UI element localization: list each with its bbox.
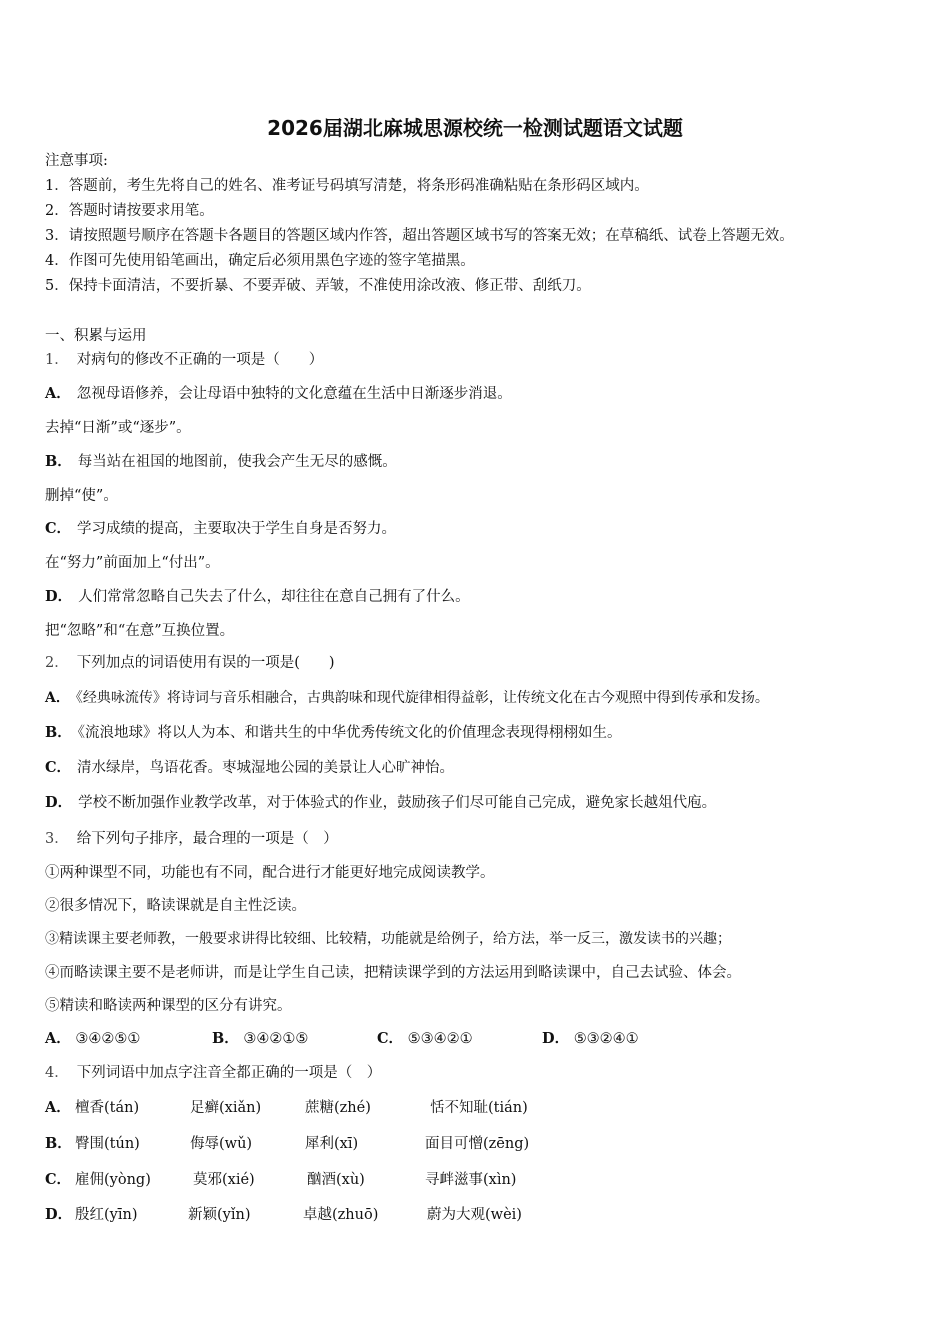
word: 侮辱(wǔ) bbox=[190, 1136, 253, 1152]
question-number: 2． bbox=[45, 655, 69, 671]
option-fix: 在“努力”前面加上“付出”。 bbox=[45, 555, 220, 571]
sentence: ③精读课主要老师教，一般要求讲得比较细、比较精，功能就是给例子，给方法，举一反三，激发读书的兴趣； bbox=[45, 931, 731, 947]
word: 面目可憎(zēng) bbox=[425, 1136, 530, 1152]
question-3-stem: 3． 给下列句子排序，最合理的一项是（ ） bbox=[45, 831, 338, 847]
word: 蔚为大观(wèi) bbox=[427, 1207, 522, 1223]
sentence: ④而略读课主要不是老师讲，而是让学生自己读，把精读课学到的方法运用到略读课中，自己去试验、体会。 bbox=[45, 965, 741, 981]
option-b: B． 每当站在祖国的地图前，使我会产生无尽的感慨。 bbox=[45, 453, 397, 470]
question-2-stem: 2． 下列加点的词语使用有误的一项是( ) bbox=[45, 655, 335, 671]
notice-item: 4．作图可先使用铅笔画出，确定后必须用黑色字迹的签字笔描黑。 bbox=[45, 253, 475, 269]
word: 蔗糖(zhé) bbox=[305, 1100, 371, 1116]
choice-c: C． ⑤③④②① bbox=[377, 1030, 473, 1047]
option-fix: 删掉“使”。 bbox=[45, 488, 118, 504]
word: 莫邪(xié) bbox=[193, 1172, 255, 1188]
choice-b: B． ③④②①⑤ bbox=[212, 1030, 309, 1047]
option-a: A． 《经典咏流传》将诗词与音乐相融合，古典韵味和现代旋律相得益彰，让传统文化在古今观照中得到传承和发扬。 bbox=[45, 690, 769, 706]
question-number: 4． bbox=[45, 1065, 69, 1081]
option-b: B． 《流浪地球》将以人为本、和谐共生的中华优秀传统文化的价值理念表现得栩栩如生。 bbox=[45, 724, 622, 741]
word: 殷红(yīn) bbox=[75, 1207, 138, 1223]
option-fix: 把“忽略”和“在意”互换位置。 bbox=[45, 623, 235, 639]
sentence: ②很多情况下，略读课就是自主性泛读。 bbox=[45, 898, 306, 914]
question-number: 3． bbox=[45, 831, 69, 847]
notice-heading: 注意事项: bbox=[45, 153, 108, 169]
page-title: 2026届湖北麻城思源校统一检测试题语文试题 bbox=[267, 116, 683, 140]
option-d: D． 人们常常忽略自己失去了什么，却往往在意自己拥有了什么。 bbox=[45, 588, 470, 605]
option-c: C． 学习成绩的提高，主要取决于学生自身是否努力。 bbox=[45, 520, 397, 537]
question-4-stem: 4． 下列词语中加点字注音全都正确的一项是（ ） bbox=[45, 1065, 382, 1081]
sentence: ⑤精读和略读两种课型的区分有讲究。 bbox=[45, 998, 292, 1014]
word: 臀围(tún) bbox=[75, 1136, 140, 1152]
question-1-stem: 1． 对病句的修改不正确的一项是（ ） bbox=[45, 352, 324, 368]
word: 恬不知耻(tián) bbox=[430, 1100, 528, 1116]
word: 卓越(zhuō) bbox=[303, 1207, 379, 1223]
sentence: ①两种课型不同，功能也有不同，配合进行才能更好地完成阅读教学。 bbox=[45, 865, 495, 881]
option-d: D． 学校不断加强作业教学改革，对于体验式的作业，鼓励孩子们尽可能自己完成，避免家长越俎代庖。 bbox=[45, 794, 717, 811]
document-page: 2026届湖北麻城思源校统一检测试题语文试题 注意事项: 1．答题前，考生先将自己的姓名、准考证号码填写清楚，将条形码准确粘贴在条形码区域内。 2．答题时请按要求用笔。 3．请按照题号顺序在答题卡各题目的答题区域内作答，超出答题区域书写的答案无效；在草稿纸、试卷上答题无效。 4．作图可先使用铅笔画出，确定后必须用黑色字迹的签字笔描黑。 5．保持卡面清洁，不要折暴、不要弄破、弄皱，不准使用涂改液、修正带、刮纸刀。 一、积累与运用 1． 对病句的修改不正确的一项是（ ） A． 忽视母语修养，会让母语中独特的文化意蕴在生活中日渐逐步消退。 去掉“日渐”或“逐步”。 B． 每当站在祖国的地图前，使我会产生无尽的感慨。 删掉“使”。 C． 学习成绩的提高，主要取决于学生自身是否努力。 在“努力”前面加上“付出”。 D． 人们常常忽略自己失去了什么，却往往在意自己拥有了什么。 把“忽略”和“在意”互换位置。 2． 下列加点的词语使用有误的一项是( ) A． 《经典咏流传》将诗词与音乐相融合，古典韵味和现代旋律相得益彰，让传统文化在古今观照中得到传承和发扬。 B． 《流浪地球》将以人为本、和谐共生的中华优秀传统文化的价值理念表现得栩栩如生。 C． 清水绿岸，鸟语花香。枣城湿地公园的美景让人心旷神怡。 D． 学校不断加强作业教学改革，对于体验式的作业，鼓励孩子们尽可能自己完成，避免家长越俎代庖。 3． 给下列句子排序，最合理的一项是（ ） ①两种课型不同，功能也有不同，配合进行才能更好地完成阅读教学。 ②很多情况下，略读课就是自主性泛读。 ③精读课主要老师教，一般要求讲得比较细、比较精，功能就是给例子，给方法，举一反三，激发读书的兴趣； ④而略读课主要不是老师讲，而是让学生自己读，把精读课学到的方法运用到略读课中，自己去试验、体会。 ⑤精读和略读两种课型的区分有讲究。 A． ③④②⑤① B． ③④②①⑤ C． ⑤③④②① D． ⑤③②④① 4． 下列词语中加点字注音全都正确的一项是（ ） A． 檀香(tán) 足癣(xiǎn) 蔗糖(zhé) 恬不知耻(tián) B． 臀围(tún) 侮辱(wǔ) 犀利(xī) 面目可憎(zēng) C． 雇佣(yòng) 莫邪(xié) 酗酒(xù) 寻衅滋事(xìn) D． 殷红(yīn) 新颖(yǐn) 卓越(zhuō) 蔚为大观(wèi) bbox=[0, 0, 950, 1344]
word: 寻衅滋事(xìn) bbox=[425, 1172, 517, 1188]
option-fix: 去掉“日渐”或“逐步”。 bbox=[45, 420, 191, 436]
notice-item: 3．请按照题号顺序在答题卡各题目的答题区域内作答，超出答题区域书写的答案无效；在草稿纸、试卷上答题无效。 bbox=[45, 228, 794, 244]
option-a: A． 忽视母语修养，会让母语中独特的文化意蕴在生活中日渐逐步消退。 bbox=[45, 385, 512, 402]
choice-d: D． ⑤③②④① bbox=[542, 1030, 639, 1047]
choice-a: A． ③④②⑤① bbox=[45, 1030, 141, 1047]
word: 足癣(xiǎn) bbox=[190, 1100, 262, 1116]
question-number: 1． bbox=[45, 352, 69, 368]
notice-item: 1．答题前，考生先将自己的姓名、准考证号码填写清楚，将条形码准确粘贴在条形码区域内。 bbox=[45, 178, 649, 194]
word: 雇佣(yòng) bbox=[75, 1172, 151, 1188]
option-c: C． 清水绿岸，鸟语花香。枣城湿地公园的美景让人心旷神怡。 bbox=[45, 759, 455, 776]
word: 檀香(tán) bbox=[75, 1100, 140, 1116]
notice-item: 2．答题时请按要求用笔。 bbox=[45, 203, 214, 219]
section-heading: 一、积累与运用 bbox=[45, 328, 147, 344]
word: 犀利(xī) bbox=[305, 1136, 359, 1152]
notice-item: 5．保持卡面清洁，不要折暴、不要弄破、弄皱，不准使用涂改液、修正带、刮纸刀。 bbox=[45, 278, 591, 294]
word: 酗酒(xù) bbox=[307, 1172, 365, 1188]
word: 新颖(yǐn) bbox=[188, 1207, 251, 1223]
